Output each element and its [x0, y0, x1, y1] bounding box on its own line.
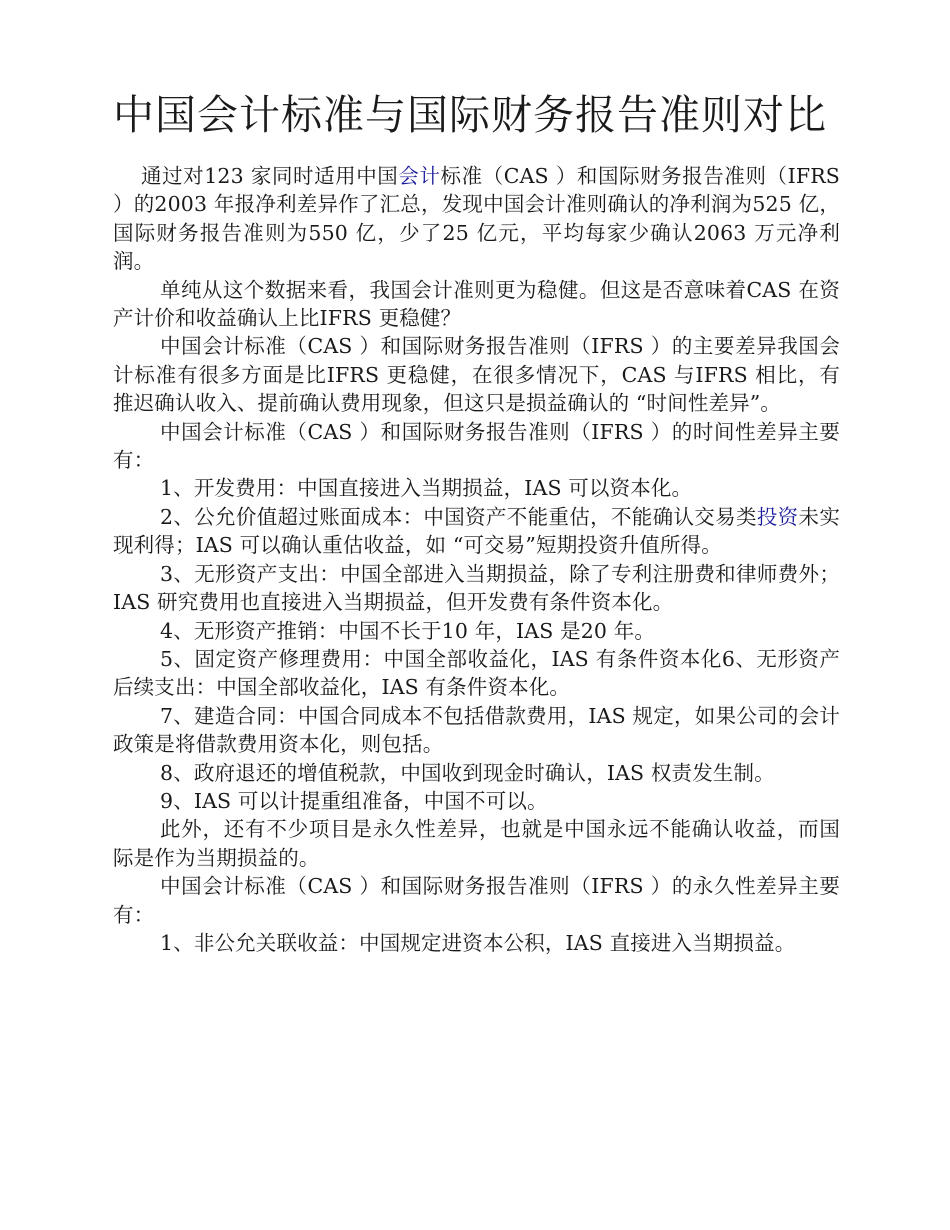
- paragraph: [113, 872, 840, 929]
- paragraph-text: 1、开发费用：中国直接进入当期损益，IAS 可以资本化。: [160, 476, 693, 501]
- paragraph-text: 此外，还有不少项目是永久性差异，也就是中国永远不能确认收益，而国际是作为当期损益的。: [113, 817, 840, 870]
- paragraph-text: 7、建造合同：中国合同成本不包括借款费用，IAS 规定，如果公司的会计政策是将借款费用资本化，则包括。: [113, 703, 840, 757]
- paragraph-text: 5、固定资产修理费用：中国全部收益化，IAS 有条件资本化6、无形资产后续支出：中国全部收益化，IAS 有条件资本化。: [113, 646, 840, 700]
- paragraph: [113, 503, 840, 560]
- inline-link[interactable]: 投资: [756, 504, 799, 529]
- paragraph: [113, 560, 840, 617]
- paragraph: [113, 418, 840, 475]
- paragraph-text: 标准（CAS ）和国际财务报告准则（IFRS ）的2003 年报净利差异作了汇总，发现中国会计准则确认的净利润为525 亿，国际财务报告准则为550 亿，少了25 亿元，平均每家少确认2063 万元净利润。: [113, 164, 840, 274]
- paragraph: [113, 787, 840, 815]
- paragraph-text: 4、无形资产推销：中国不长于10 年，IAS 是20 年。: [160, 618, 656, 643]
- paragraph-text: 3、无形资产支出：中国全部进入当期损益，除了专利注册费和律师费外；IAS 研究费用也直接进入当期损益，但开发费有条件资本化。: [113, 561, 840, 615]
- paragraph-text: 中国会计标准（CAS ）和国际财务报告准则（IFRS ）的永久性差异主要有：: [113, 874, 840, 927]
- paragraph-text: 中国会计标准（CAS ）和国际财务报告准则（IFRS ）的时间性差异主要有：: [113, 419, 840, 473]
- paragraph: [113, 929, 840, 957]
- paragraph: [113, 617, 840, 645]
- paragraph: [113, 276, 840, 333]
- page-title: 中国会计标准与国际财务报告准则对比: [113, 91, 827, 139]
- paragraph-text: 中国会计标准（CAS ）和国际财务报告准则（IFRS ）的主要差异我国会计标准有很多方面是比IFRS 更稳健，在很多情况下，CAS 与IFRS 相比，有推迟确认收入、提前确认费用现象，但这只是损益确认的 “时间性差异”。: [113, 334, 840, 416]
- paragraph-text: 8、政府退还的增值税款，中国收到现金时确认，IAS 权责发生制。: [160, 760, 775, 785]
- paragraph: [113, 702, 840, 759]
- paragraph: [113, 645, 840, 702]
- paragraph: [113, 474, 840, 502]
- paragraph: [113, 332, 840, 417]
- inline-link[interactable]: 会计: [398, 164, 441, 188]
- paragraph-text: 通过对123 家同时适用中国: [141, 164, 399, 188]
- paragraph-text: 未实现利得；IAS 可以确认重估收益，如 “可交易”短期投资升值所得。: [113, 504, 840, 558]
- document-body: [113, 162, 840, 957]
- paragraph: [113, 162, 840, 276]
- paragraph-text: 1、非公允关联收益：中国规定进资本公积，IAS 直接进入当期损益。: [160, 930, 796, 955]
- paragraph-text: 2、公允价值超过账面成本：中国资产不能重估，不能确认交易类: [160, 504, 757, 529]
- paragraph: [113, 815, 840, 872]
- paragraph-text: 9、IAS 可以计提重组准备，中国不可以。: [160, 788, 548, 813]
- document-page: [113, 0, 840, 957]
- paragraph: [113, 759, 840, 787]
- paragraph-text: 单纯从这个数据来看，我国会计准则更为稳健。但这是否意味着CAS 在资产计价和收益确认上比IFRS 更稳健？: [113, 277, 840, 331]
